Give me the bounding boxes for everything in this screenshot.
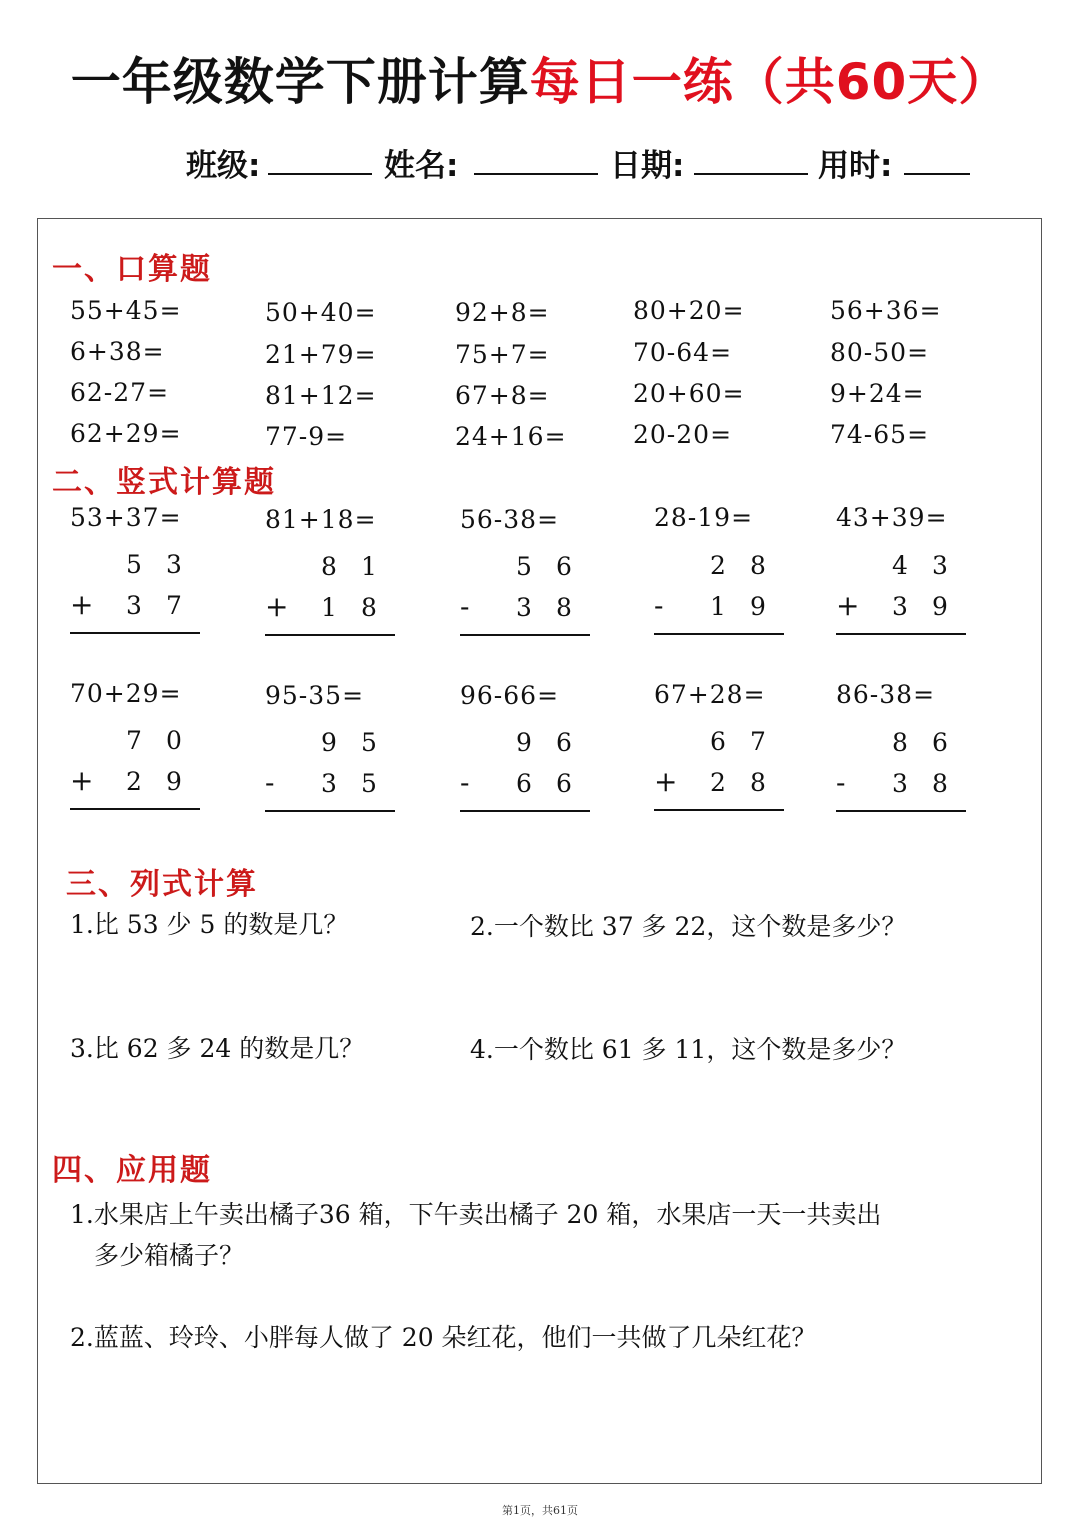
digit: 0 xyxy=(166,726,182,755)
digit: 8 xyxy=(932,769,948,798)
digit: 3 xyxy=(892,592,908,621)
vertical-equation: 53+37= xyxy=(70,503,182,532)
class-label: 班级: xyxy=(186,148,261,184)
name-blank[interactable] xyxy=(474,173,598,175)
oral-item: 70-64= xyxy=(633,338,733,367)
oral-item: 75+7= xyxy=(455,340,550,369)
operator: + xyxy=(265,590,289,623)
digit: 3 xyxy=(516,593,532,622)
digit: 3 xyxy=(892,769,908,798)
vertical-calc xyxy=(265,552,395,642)
digit: 6 xyxy=(556,728,572,757)
list-calc-question: 2.一个数比 37 多 22，这个数是多少？ xyxy=(470,912,907,941)
digit: 4 xyxy=(892,551,908,580)
list-calc-question: 1.比 53 少 5 的数是几？ xyxy=(70,910,349,939)
answer-line xyxy=(460,810,590,812)
page-title xyxy=(0,42,1080,114)
answer-line xyxy=(836,633,966,635)
word-problem-1-continued: 多少箱橘子？ xyxy=(94,1241,245,1270)
vertical-calc xyxy=(460,552,590,642)
digit: 3 xyxy=(166,550,182,579)
oral-item: 21+79= xyxy=(265,340,377,369)
digit: 7 xyxy=(750,727,766,756)
digit: 5 xyxy=(126,550,142,579)
digit: 5 xyxy=(361,728,377,757)
digit: 6 xyxy=(516,769,532,798)
digit: 8 xyxy=(750,551,766,580)
oral-item: 74-65= xyxy=(830,420,930,449)
operator: + xyxy=(654,765,678,798)
digit: 9 xyxy=(750,592,766,621)
digit: 1 xyxy=(710,592,726,621)
answer-line xyxy=(70,632,200,634)
digit: 8 xyxy=(556,593,572,622)
digit: 1 xyxy=(361,552,377,581)
vertical-equation: 28-19= xyxy=(654,503,754,532)
digit: 8 xyxy=(321,552,337,581)
vertical-calc xyxy=(70,726,200,816)
digit: 8 xyxy=(361,593,377,622)
digit: 5 xyxy=(361,769,377,798)
word-problem-2: 2.蓝蓝、玲玲、小胖每人做了 20 朵红花，他们一共做了几朵红花？ xyxy=(70,1323,817,1352)
oral-item: 24+16= xyxy=(455,422,567,451)
title-main: 一年级数学下册计算 xyxy=(70,53,530,111)
vertical-calc xyxy=(654,727,784,817)
time-blank[interactable] xyxy=(904,173,970,175)
vertical-equation: 81+18= xyxy=(265,505,377,534)
section-oral-heading: 一、口算题 xyxy=(52,252,212,287)
section-vertical-heading: 二、竖式计算题 xyxy=(52,465,276,500)
answer-line xyxy=(265,634,395,636)
digit: 7 xyxy=(166,591,182,620)
digit: 9 xyxy=(932,592,948,621)
operator: - xyxy=(460,766,470,799)
list-calc-question: 3.比 62 多 24 的数是几？ xyxy=(70,1034,365,1063)
operator: - xyxy=(460,590,470,623)
oral-item: 56+36= xyxy=(830,296,942,325)
digit: 1 xyxy=(321,593,337,622)
digit: 6 xyxy=(556,552,572,581)
vertical-calc xyxy=(836,728,966,818)
title-highlight: 每日一练（共60天） xyxy=(529,53,1010,111)
vertical-calc xyxy=(265,728,395,818)
oral-item: 6+38= xyxy=(70,337,165,366)
oral-item: 77-9= xyxy=(265,422,348,451)
date-label: 日期: xyxy=(610,148,685,184)
list-calc-question: 4.一个数比 61 多 11，这个数是多少？ xyxy=(470,1035,907,1064)
digit: 2 xyxy=(710,768,726,797)
digit: 3 xyxy=(126,591,142,620)
vertical-calc xyxy=(70,550,200,640)
digit: 9 xyxy=(321,728,337,757)
digit: 2 xyxy=(710,551,726,580)
operator: + xyxy=(70,588,94,621)
digit: 6 xyxy=(710,727,726,756)
digit: 6 xyxy=(932,728,948,757)
answer-line xyxy=(654,809,784,811)
vertical-calc xyxy=(654,551,784,641)
section-word-problems-heading: 四、应用题 xyxy=(52,1153,212,1188)
oral-item: 81+12= xyxy=(265,381,377,410)
digit: 9 xyxy=(166,767,182,796)
vertical-equation: 96-66= xyxy=(460,681,560,710)
class-blank[interactable] xyxy=(268,173,372,175)
name-label: 姓名: xyxy=(384,148,459,184)
time-label: 用时: xyxy=(818,148,893,184)
answer-line xyxy=(70,808,200,810)
page-footer: 第1页，共61页 xyxy=(502,1504,578,1517)
vertical-calc xyxy=(836,551,966,641)
digit: 9 xyxy=(516,728,532,757)
operator: - xyxy=(654,589,664,622)
operator: - xyxy=(265,766,275,799)
oral-item: 20+60= xyxy=(633,379,745,408)
digit: 8 xyxy=(750,768,766,797)
oral-item: 62+29= xyxy=(70,419,182,448)
vertical-equation: 70+29= xyxy=(70,679,182,708)
digit: 3 xyxy=(932,551,948,580)
digit: 7 xyxy=(126,726,142,755)
vertical-equation: 67+28= xyxy=(654,680,766,709)
digit: 5 xyxy=(516,552,532,581)
oral-item: 92+8= xyxy=(455,298,550,327)
answer-line xyxy=(654,633,784,635)
operator: + xyxy=(70,764,94,797)
digit: 3 xyxy=(321,769,337,798)
digit: 2 xyxy=(126,767,142,796)
digit: 6 xyxy=(556,769,572,798)
section-list-calc-heading: 三、列式计算 xyxy=(66,867,258,902)
vertical-equation: 56-38= xyxy=(460,505,560,534)
oral-item: 9+24= xyxy=(830,379,925,408)
vertical-equation: 43+39= xyxy=(836,503,948,532)
vertical-equation: 86-38= xyxy=(836,680,936,709)
oral-item: 20-20= xyxy=(633,420,733,449)
vertical-equation: 95-35= xyxy=(265,681,365,710)
date-blank[interactable] xyxy=(694,173,808,175)
oral-item: 67+8= xyxy=(455,381,550,410)
answer-line xyxy=(265,810,395,812)
answer-line xyxy=(460,634,590,636)
oral-item: 55+45= xyxy=(70,296,182,325)
vertical-calc xyxy=(460,728,590,818)
oral-item: 50+40= xyxy=(265,298,377,327)
operator: + xyxy=(836,589,860,622)
operator: - xyxy=(836,766,846,799)
oral-item: 62-27= xyxy=(70,378,170,407)
answer-line xyxy=(836,810,966,812)
oral-item: 80-50= xyxy=(830,338,930,367)
digit: 8 xyxy=(892,728,908,757)
word-problem-1: 1.水果店上午卖出橘子36 箱，下午卖出橘子 20 箱，水果店一天一共卖出 xyxy=(70,1200,882,1229)
oral-item: 80+20= xyxy=(633,296,745,325)
